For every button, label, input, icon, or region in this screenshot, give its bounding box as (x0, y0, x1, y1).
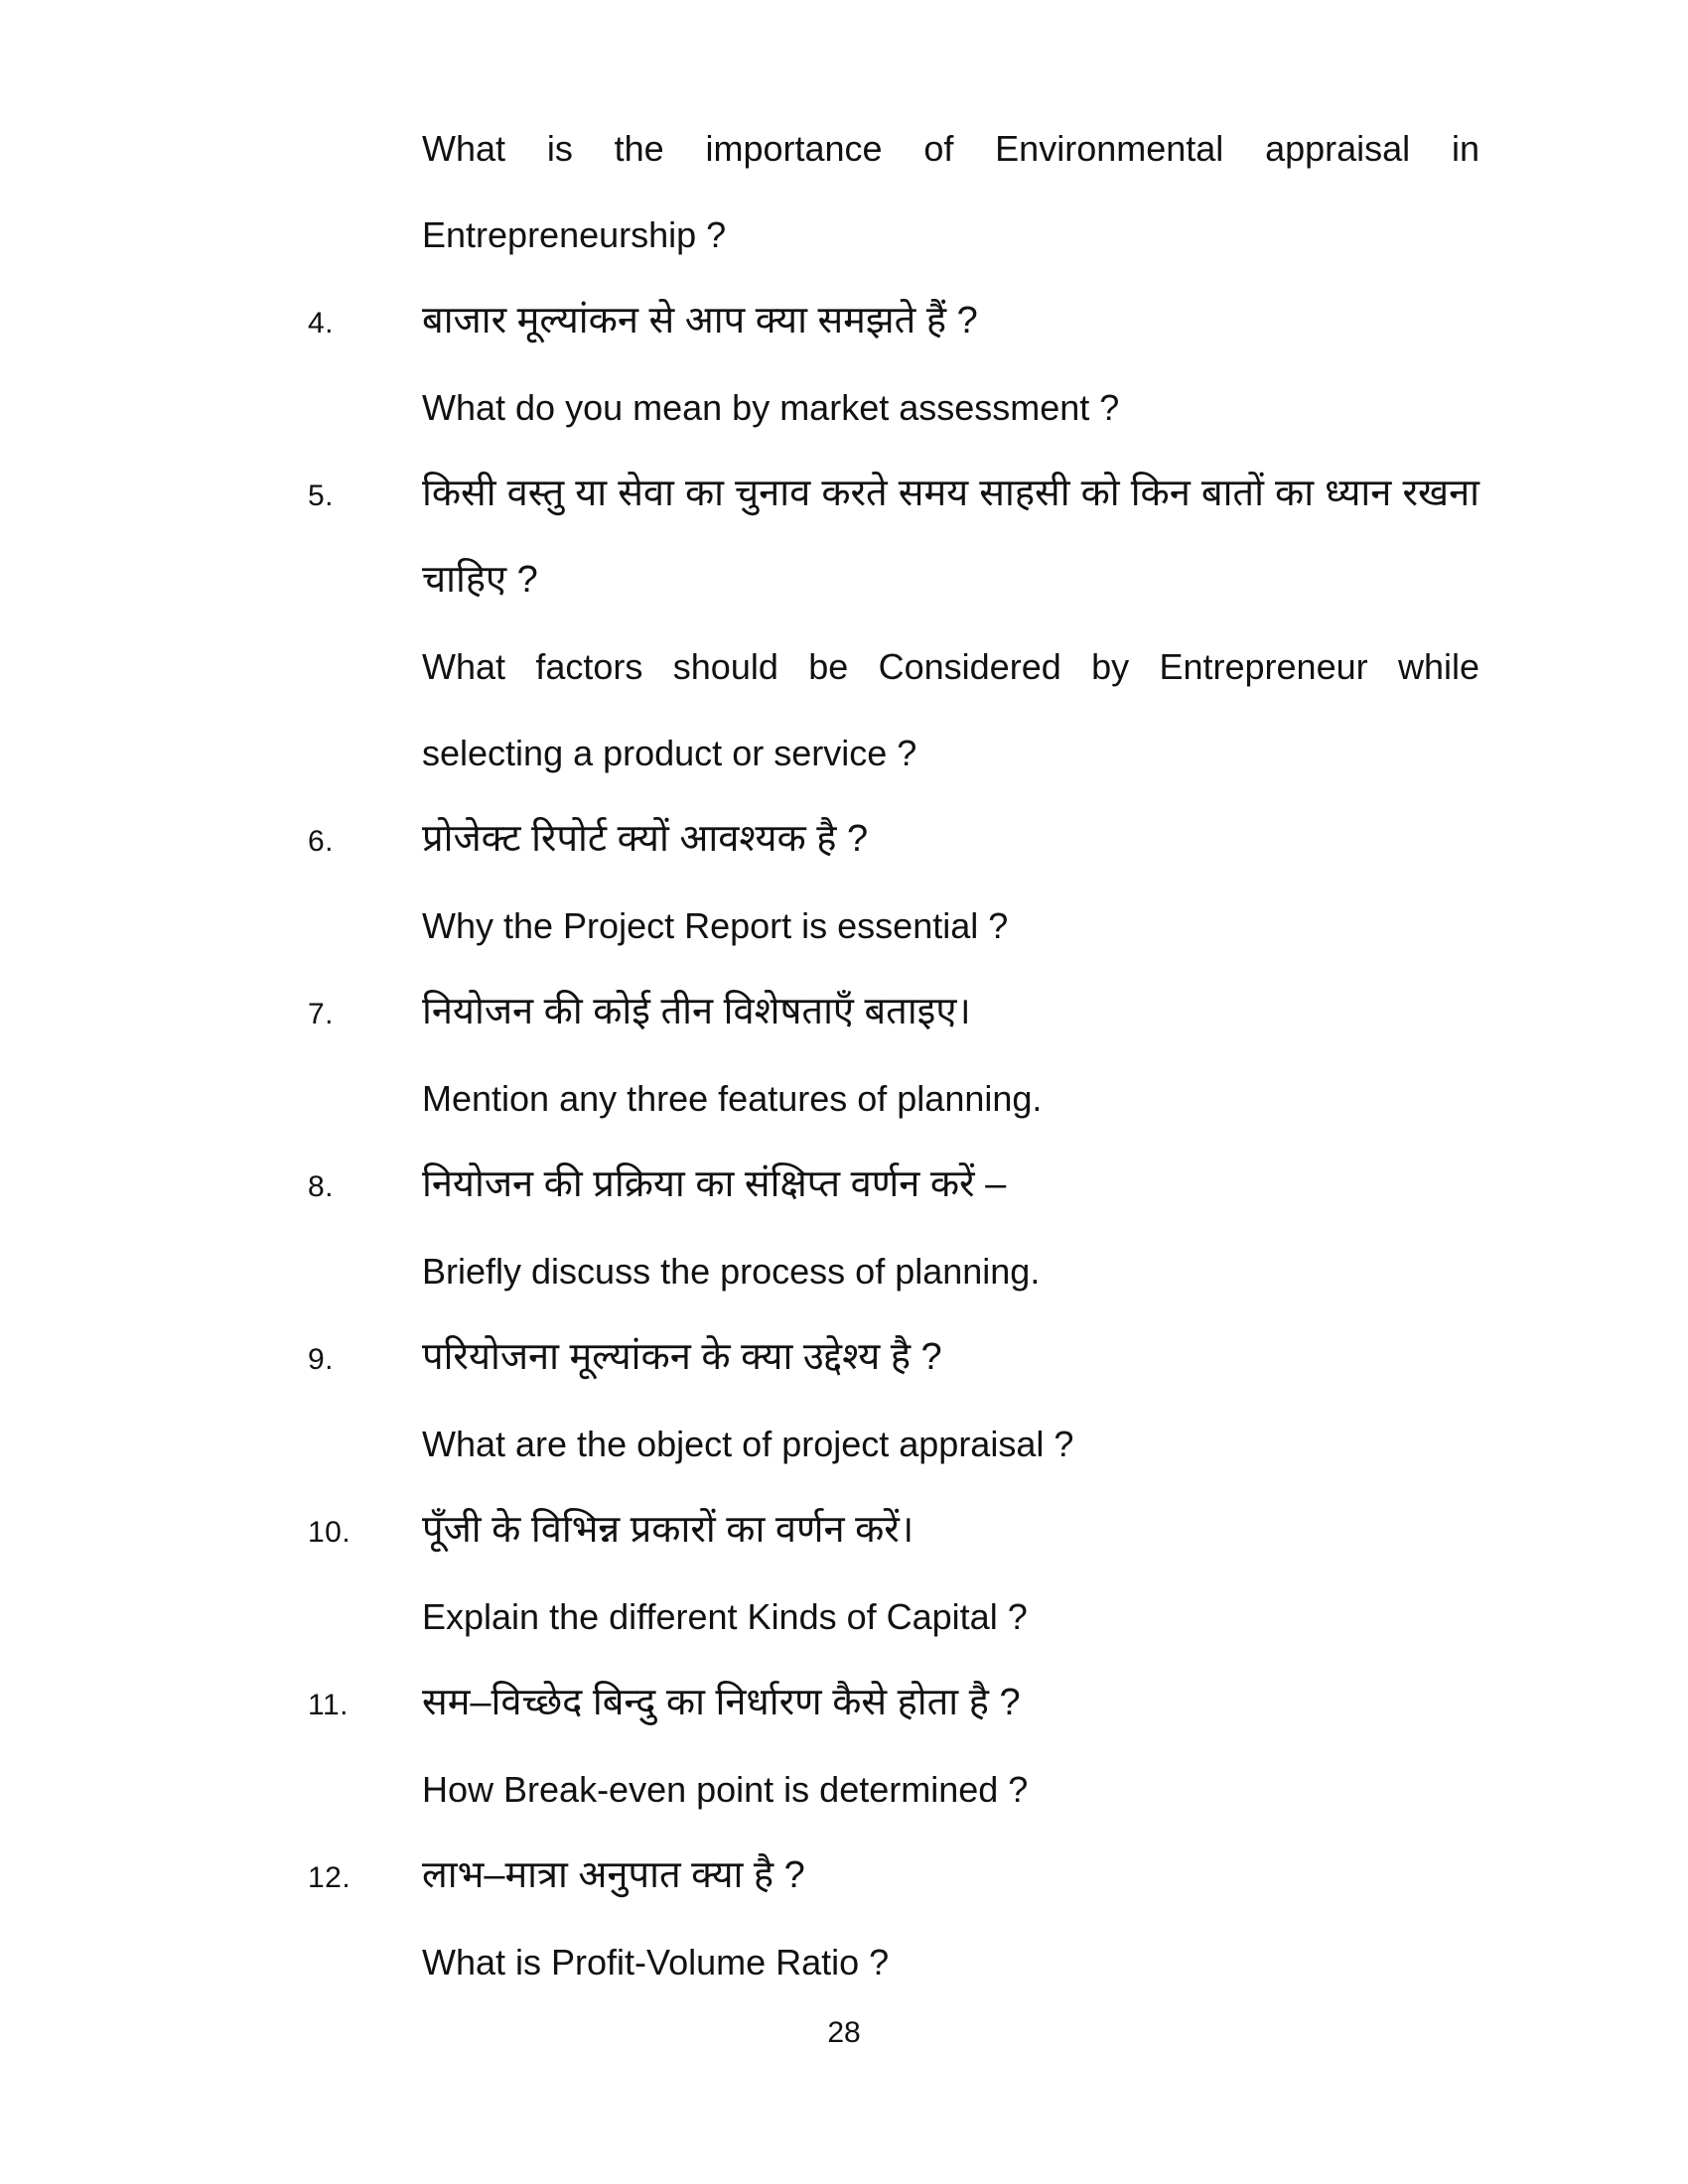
question-line: Explain the different Kinds of Capital ? (422, 1596, 1028, 1637)
question-line: बाजार मूल्यांकन से आप क्या समझते हैं ? (422, 300, 978, 341)
question-line: selecting a product or service ? (422, 733, 917, 773)
question-row (308, 1228, 1479, 1314)
question-row (308, 1660, 1479, 1746)
question-line: Entrepreneurship ? (422, 214, 727, 255)
question-number: 11. (308, 1689, 349, 1721)
question-line: चाहिए ? (422, 559, 538, 601)
question-row (308, 796, 1479, 883)
question-row (308, 969, 1479, 1055)
question-list (308, 105, 1479, 2005)
question-line: Mention any three features of planning. (422, 1078, 1043, 1119)
question-row (308, 192, 1479, 278)
question-line: परियोजना मूल्यांकन के क्या उद्देश्य है ? (422, 1336, 942, 1378)
question-row (308, 623, 1479, 710)
question-row (308, 364, 1479, 451)
question-line: नियोजन की कोई तीन विशेषताएँ बताइए। (422, 991, 971, 1032)
question-row (308, 105, 1479, 192)
question-row (308, 451, 1479, 537)
page-number: 28 (827, 2016, 861, 2049)
question-row (308, 537, 1479, 623)
question-line: Why the Project Report is essential ? (422, 905, 1009, 946)
question-row (308, 1055, 1479, 1142)
question-row (308, 1833, 1479, 1919)
question-row (308, 1487, 1479, 1573)
question-number: 6. (308, 825, 335, 858)
question-number: 10. (308, 1516, 352, 1549)
question-row (308, 278, 1479, 364)
question-line: What do you mean by market assessment ? (422, 387, 1120, 428)
question-line: How Break-even point is determined ? (422, 1769, 1029, 1810)
question-row (308, 1142, 1479, 1228)
question-number: 8. (308, 1170, 335, 1203)
question-row (308, 1573, 1479, 1660)
question-row (308, 1401, 1479, 1487)
question-line: Briefly discuss the process of planning. (422, 1251, 1041, 1292)
question-row (308, 1314, 1479, 1401)
question-row (308, 1919, 1479, 2005)
question-number: 9. (308, 1343, 335, 1376)
question-line: What is Profit-Volume Ratio ? (422, 1942, 890, 1982)
question-line: किसी वस्तु या सेवा का चुनाव करते समय साहसी को किन बातों का ध्यान रखना (422, 473, 1479, 514)
question-line: पूँजी के विभिन्न प्रकारों का वर्णन करें। (422, 1509, 914, 1551)
question-number: 4. (308, 307, 335, 340)
question-number: 7. (308, 998, 335, 1030)
question-line: What factors should be Considered by Entrepreneur while (422, 646, 1479, 687)
question-row (308, 1746, 1479, 1833)
question-row (308, 710, 1479, 796)
question-line: लाभ–मात्रा अनुपात क्या है ? (422, 1854, 805, 1896)
question-line: What is the importance of Environmental appraisal in (422, 128, 1479, 169)
question-row (308, 883, 1479, 969)
question-line: What are the object of project appraisal ? (422, 1424, 1074, 1464)
question-number: 12. (308, 1861, 352, 1894)
question-line: नियोजन की प्रक्रिया का संक्षिप्त वर्णन करें – (422, 1163, 1007, 1205)
question-line: सम–विच्छेद बिन्दु का निर्धारण कैसे होता है ? (422, 1682, 1021, 1723)
question-number: 5. (308, 479, 335, 512)
question-line: प्रोजेक्ट रिपोर्ट क्यों आवश्यक है ? (422, 818, 869, 860)
